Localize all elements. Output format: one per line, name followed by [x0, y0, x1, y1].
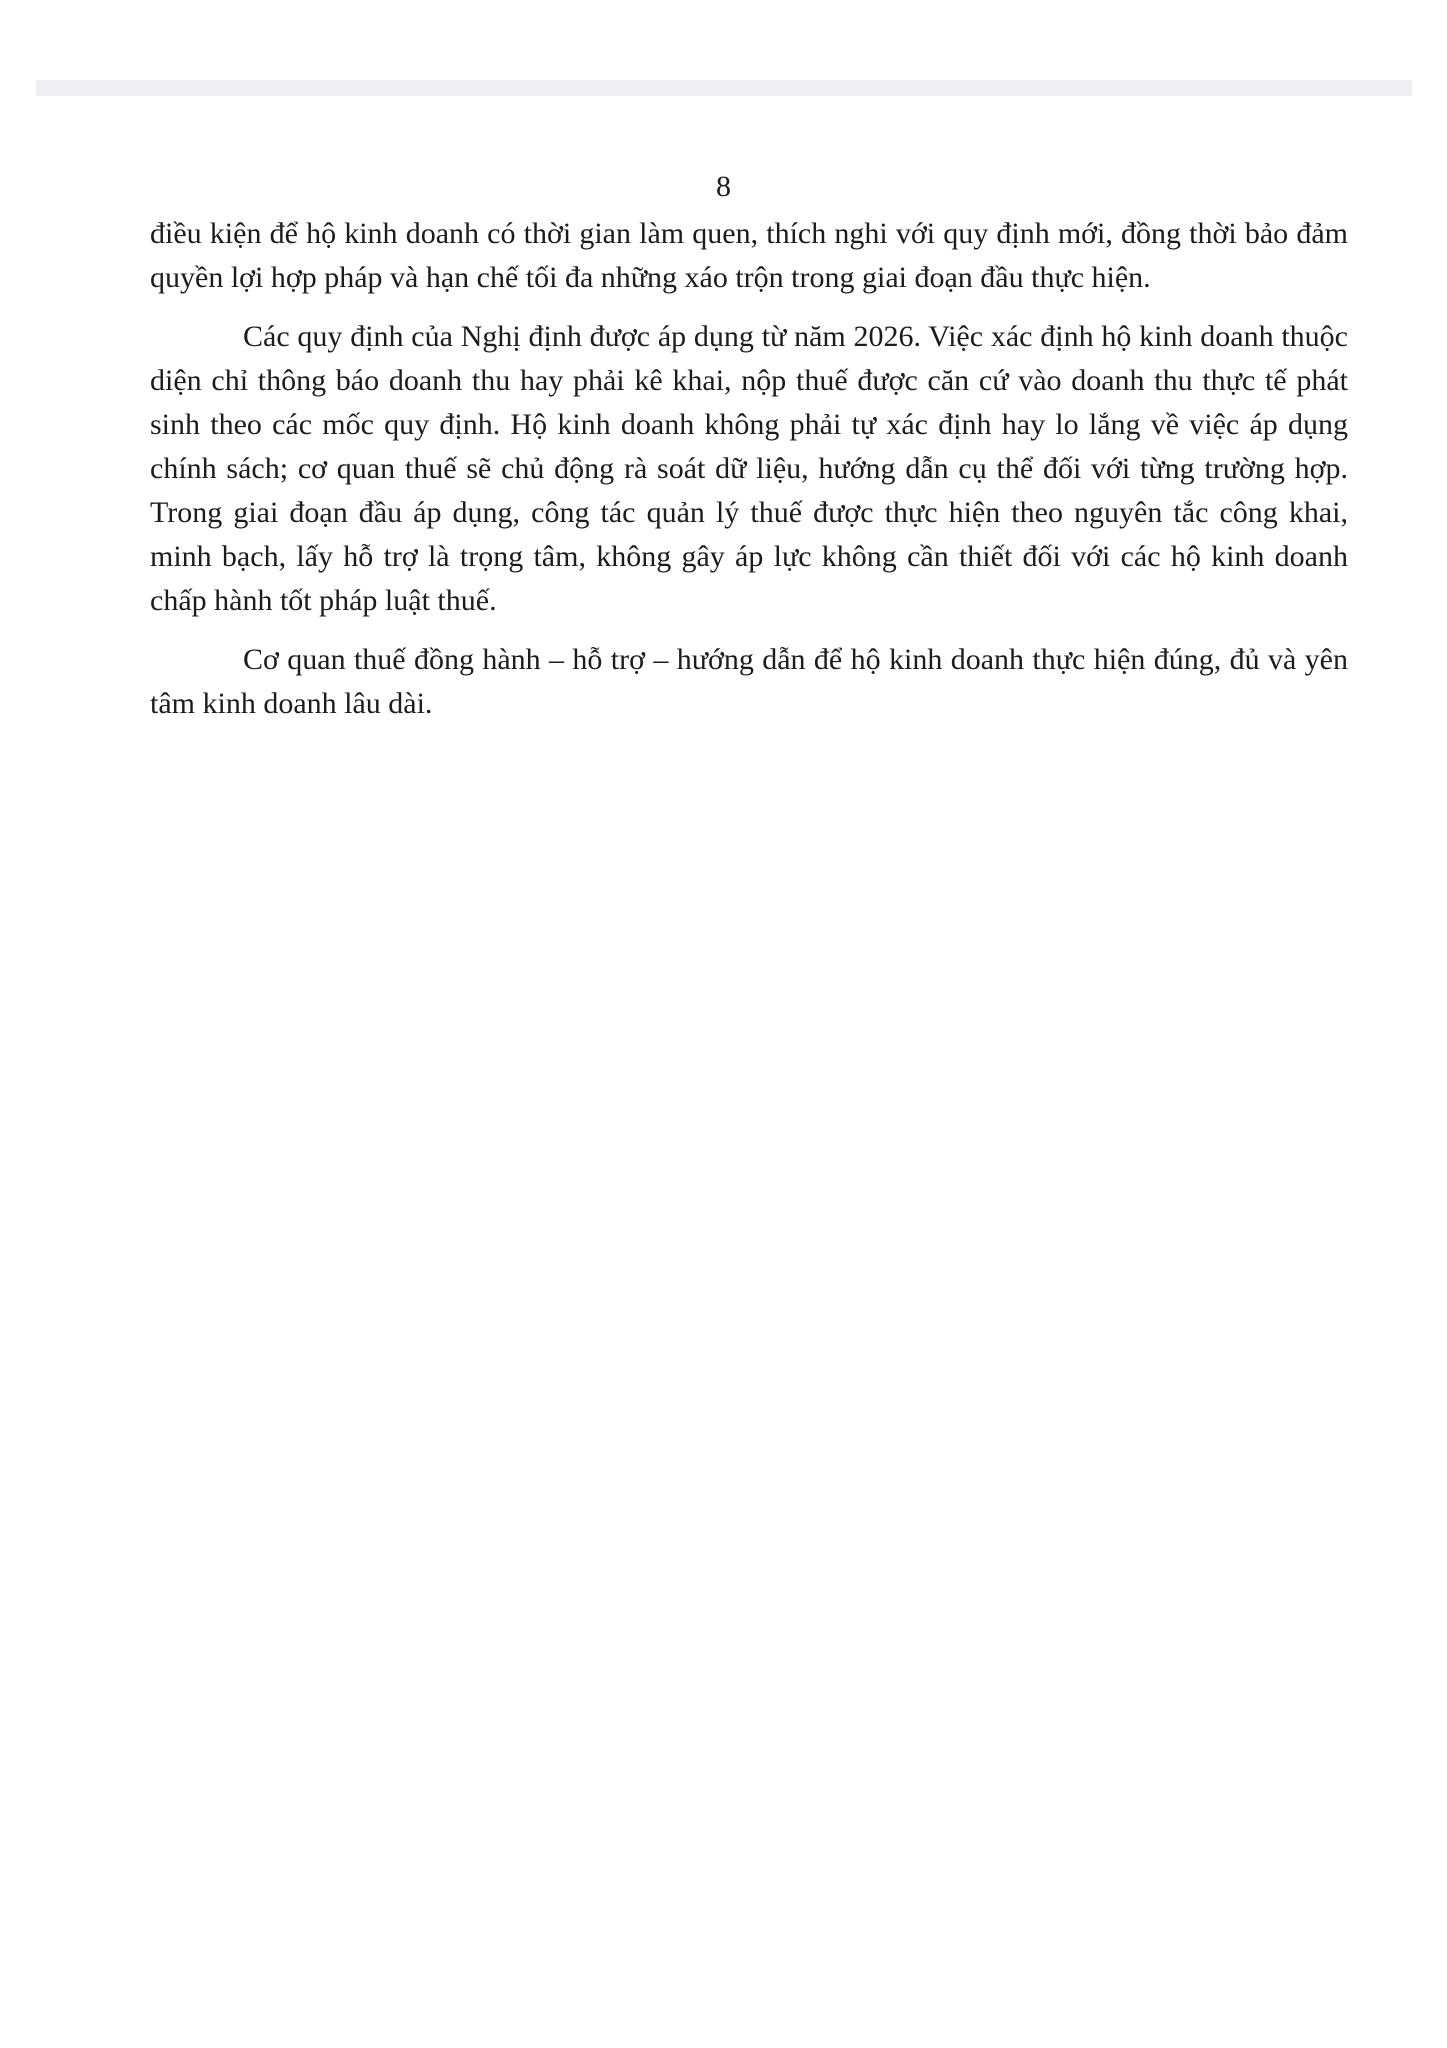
top-scan-band — [36, 80, 1412, 96]
document-body — [150, 212, 1348, 741]
paragraph-application: Các quy định của Nghị định được áp dụng từ năm 2026. Việc xác định hộ kinh doanh thuộc diện chỉ thông báo doanh thu hay phải kê khai, nộp thuế được căn cứ vào doanh thu thực tế phát sinh theo các mốc quy định. Hộ kinh doanh không phải tự xác định hay lo lắng về việc áp dụng chính sách; cơ quan thuế sẽ chủ động rà soát dữ liệu, hướng dẫn cụ thể đối với từng trường hợp. Trong giai đoạn đầu áp dụng, công tác quản lý thuế được thực hiện theo nguyên tắc công khai, minh bạch, lấy hỗ trợ là trọng tâm, không gây áp lực không cần thiết đối với các hộ kinh doanh chấp hành tốt pháp luật thuế. — [150, 320, 1348, 617]
paragraph-support: Cơ quan thuế đồng hành – hỗ trợ – hướng dẫn để hộ kinh doanh thực hiện đúng, đủ và yên tâm kinh doanh lâu dài. — [150, 643, 1348, 720]
paragraph-continuation: điều kiện để hộ kinh doanh có thời gian làm quen, thích nghi với quy định mới, đồng thời bảo đảm quyền lợi hợp pháp và hạn chế tối đa những xáo trộn trong giai đoạn đầu thực hiện. — [150, 217, 1348, 294]
page-number: 8 — [716, 170, 731, 203]
